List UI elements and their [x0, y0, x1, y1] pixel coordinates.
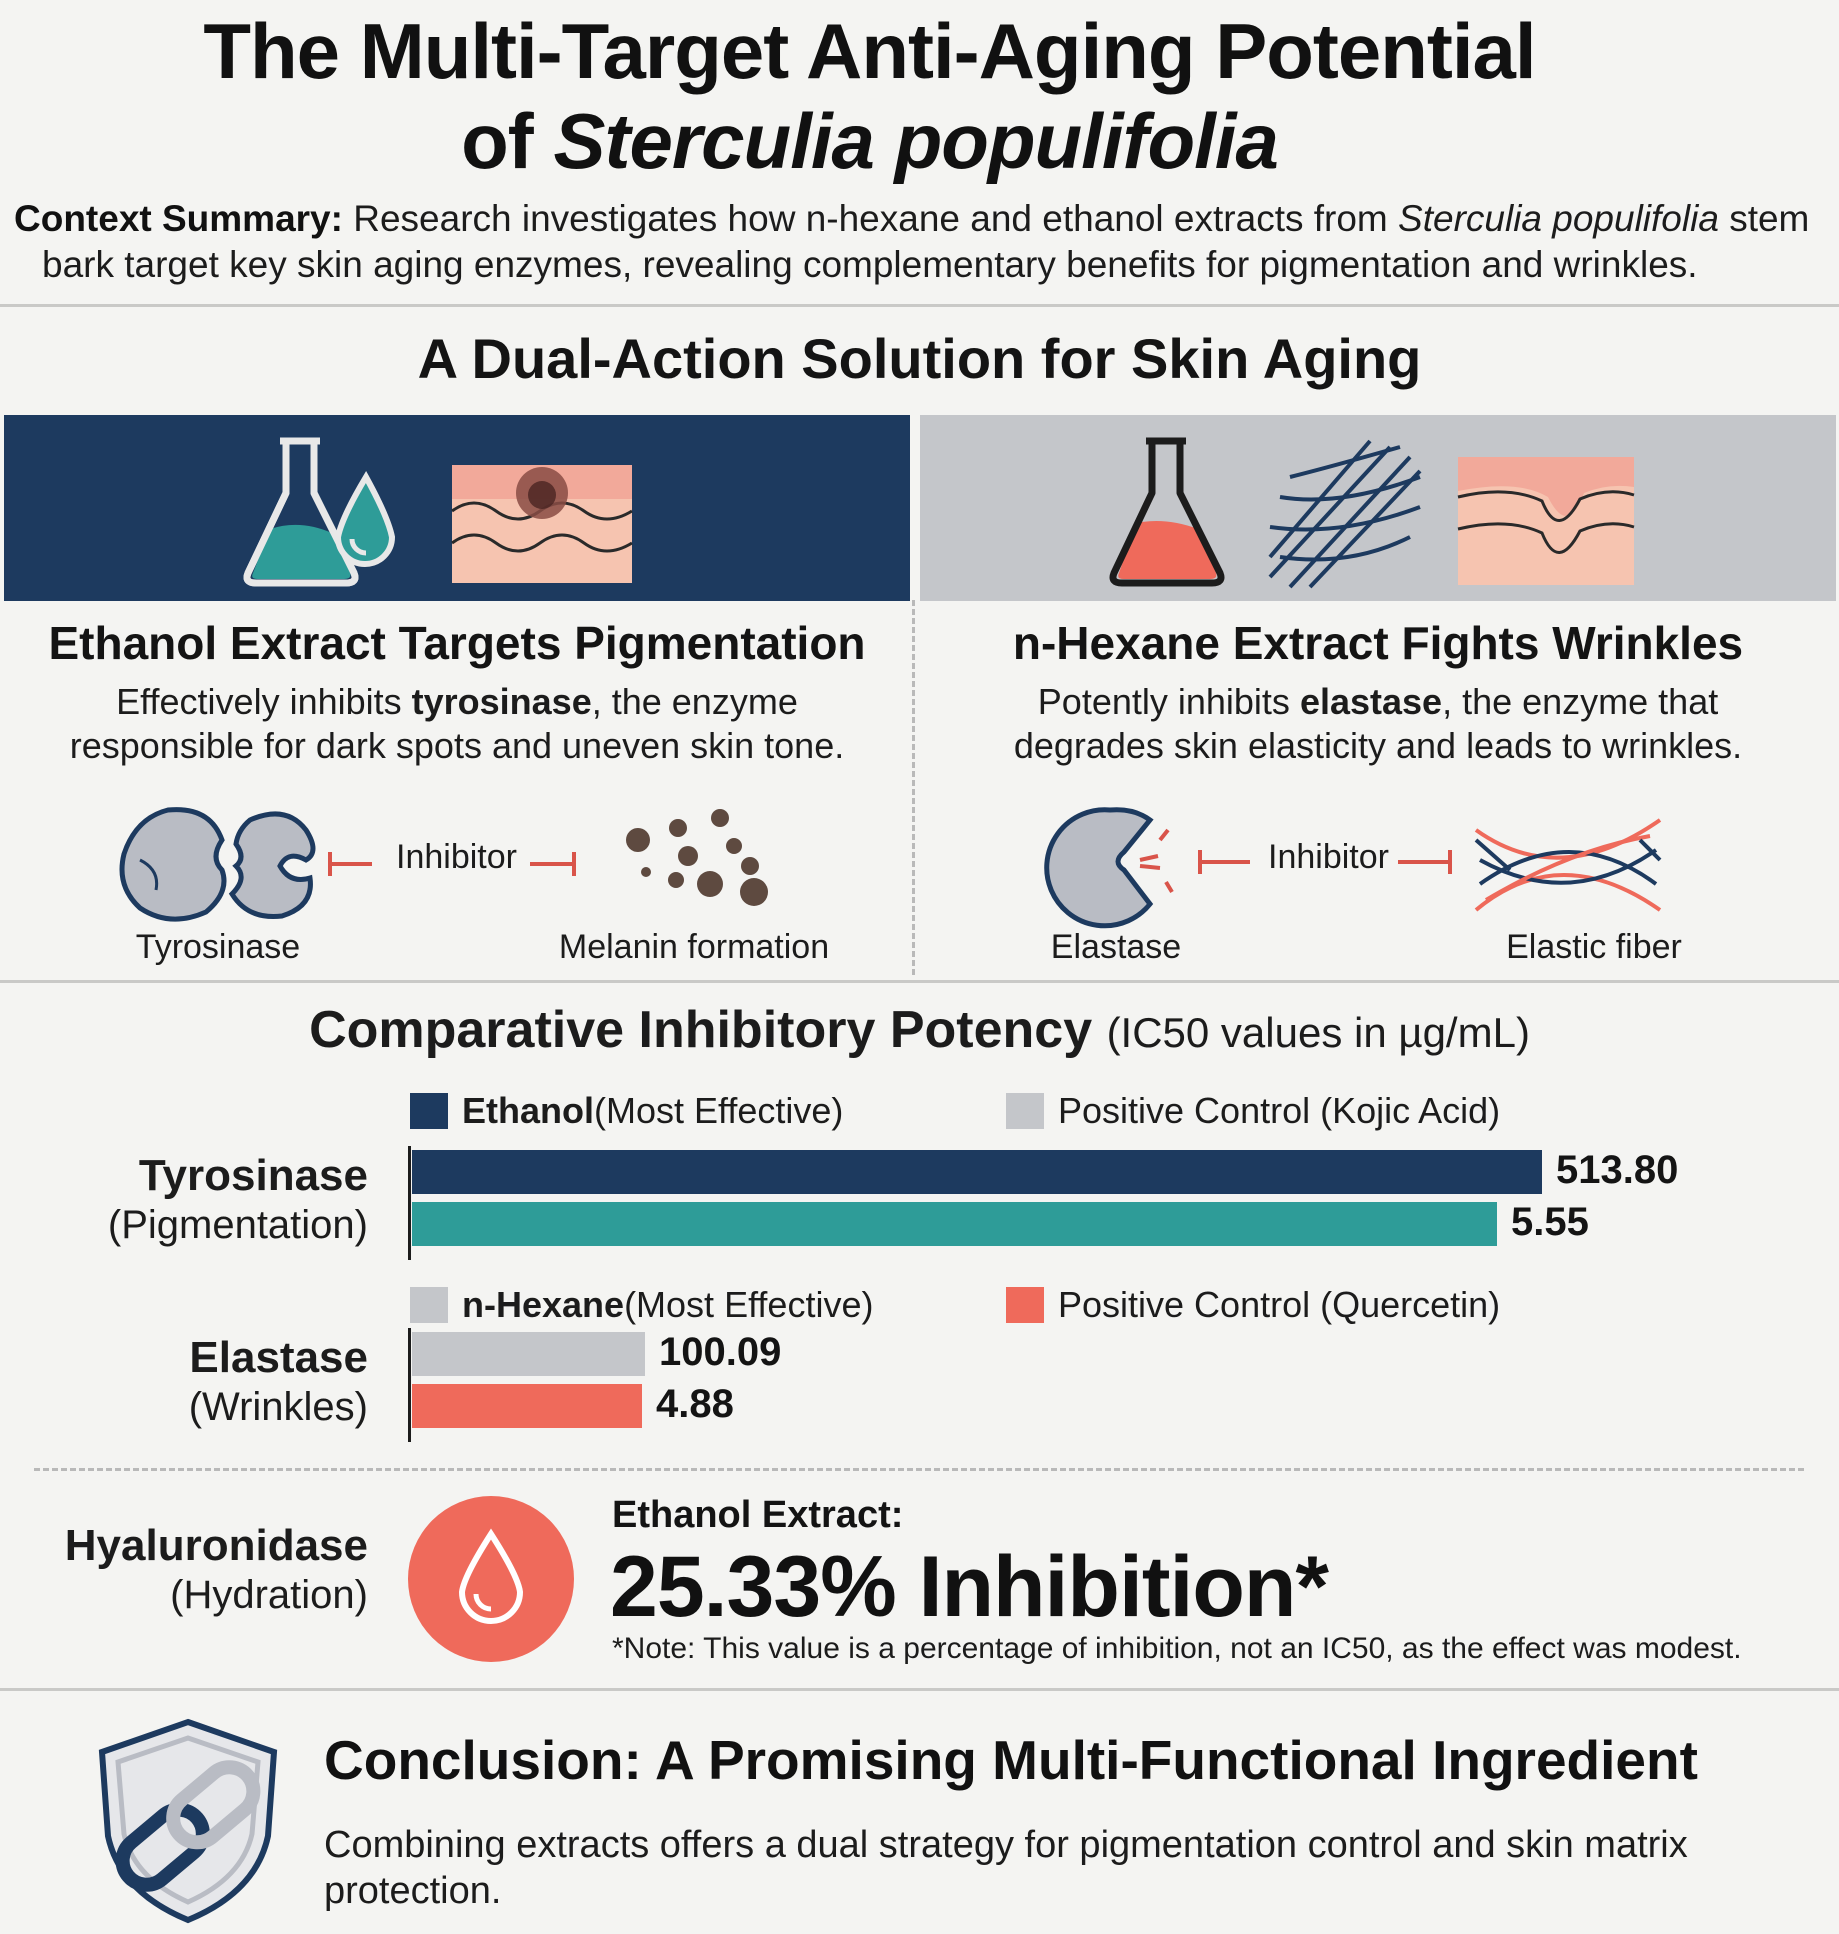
- hexane-description: [920, 680, 1836, 768]
- hyaluronidase-sub: (Hydration): [170, 1573, 368, 1617]
- legend-label: Positive Control (Quercetin): [1058, 1284, 1501, 1325]
- hyaluronidase-name: Hyaluronidase: [64, 1521, 368, 1570]
- divider: [0, 1688, 1839, 1691]
- ethanol-desc-c: responsible for dark spots and uneven skin tone.: [69, 725, 845, 766]
- column-divider: [912, 600, 915, 975]
- tyrosinase-label: Tyrosinase: [135, 928, 301, 966]
- hexane-desc-c: degrades skin elasticity and leads to wrinkles.: [1013, 725, 1743, 766]
- hexane-title: n-Hexane Extract Fights Wrinkles: [1012, 617, 1744, 669]
- divider: [0, 980, 1839, 983]
- group-name: Elastase: [189, 1333, 368, 1382]
- legend-label: (Most Effective): [624, 1284, 874, 1325]
- value-label: 513.80: [1556, 1148, 1679, 1192]
- flask-icon: [1113, 441, 1221, 583]
- hexane-desc-b: , the enzyme that: [1442, 681, 1719, 722]
- value-label: 5.55: [1511, 1200, 1589, 1244]
- title-species: Sterculia populifolia: [553, 97, 1278, 185]
- summary-label: Context Summary:: [14, 198, 343, 239]
- elastase-label: Elastase: [1050, 928, 1182, 966]
- hyaluronidase-note: *Note: This value is a percentage of inhibition, not an IC50, as the effect was modest.: [612, 1632, 1742, 1665]
- legend-label-bold: Ethanol: [462, 1090, 594, 1131]
- dashed-divider: [34, 1468, 1804, 1471]
- summary-text-b: stem: [1729, 198, 1810, 239]
- hyaluronidase-kicker: Ethanol Extract:: [612, 1494, 904, 1536]
- elastase-axis-label: [60, 1334, 368, 1431]
- ethanol-desc-a: Effectively inhibits: [116, 681, 412, 722]
- hexane-desc-a: Potently inhibits: [1037, 681, 1300, 722]
- skin-spot-icon: [452, 465, 632, 583]
- fiber-mesh-icon: [1270, 441, 1420, 587]
- ethanol-banner-art: [4, 415, 910, 601]
- conclusion-text: Combining extracts offers a dual strategy for pigmentation control and skin matrix protection.: [324, 1824, 1688, 1912]
- conclusion-title: Conclusion: A Promising Multi-Functional Ingredient: [324, 1729, 1698, 1791]
- bar-elastase-quercetin: [412, 1384, 642, 1428]
- legend-swatch: [410, 1093, 448, 1129]
- divider: [0, 304, 1839, 307]
- inhibitor-label-right: Inhibitor: [1268, 838, 1389, 876]
- legend-kojic-acid: [1006, 1090, 1500, 1132]
- flask-icon: [247, 441, 355, 583]
- chart-title-main: Comparative Inhibitory Potency: [309, 1001, 1093, 1059]
- axis-line: [408, 1146, 411, 1260]
- tyrosinase-enzyme-icon: [122, 810, 313, 920]
- legend-label-bold: n-Hexane: [462, 1284, 625, 1325]
- legend-swatch: [1006, 1287, 1044, 1323]
- page-title-line-2: [0, 96, 1789, 187]
- hexane-banner: [920, 415, 1836, 601]
- context-summary: [14, 196, 1814, 288]
- shield-link-icon: [88, 1716, 288, 1926]
- axis-line: [408, 1328, 411, 1442]
- ethanol-banner: [4, 415, 910, 601]
- hydration-badge: [408, 1496, 574, 1662]
- chart-title: [0, 1000, 1839, 1060]
- title-prefix: of: [461, 97, 554, 185]
- group-sub: (Wrinkles): [188, 1385, 368, 1429]
- elastic-fiber-label: Elastic fiber: [1506, 928, 1682, 966]
- ethanol-title: Ethanol Extract Targets Pigmentation: [48, 617, 866, 669]
- hyaluronidase-value: 25.33% Inhibition*: [610, 1539, 1328, 1635]
- group-sub: (Pigmentation): [107, 1203, 368, 1247]
- legend-quercetin: [1006, 1284, 1500, 1326]
- water-drop-icon: [408, 1496, 574, 1662]
- summary-text-c: bark target key skin aging enzymes, revealing complementary benefits for pigmentation and wrinkles.: [42, 244, 1698, 285]
- hexane-banner-art: [920, 415, 1836, 601]
- ethanol-description: [4, 680, 910, 768]
- legend-label: Positive Control (Kojic Acid): [1058, 1090, 1501, 1131]
- dual-action-title: A Dual-Action Solution for Skin Aging: [417, 327, 1422, 390]
- melanin-label: Melanin formation: [558, 928, 830, 966]
- skin-wrinkle-icon: [1458, 457, 1634, 585]
- bar-elastase-n-hexane: [412, 1332, 645, 1376]
- bar-tyrosinase-kojic-acid: [412, 1202, 1497, 1246]
- elastase-enzyme-icon: [1047, 810, 1172, 926]
- hyaluronidase-label: [60, 1522, 368, 1619]
- legend-swatch: [410, 1287, 448, 1323]
- value-label: 4.88: [656, 1382, 734, 1426]
- droplet-icon: [338, 477, 392, 564]
- group-name: Tyrosinase: [138, 1151, 368, 1200]
- inhibitor-label-left: Inhibitor: [396, 838, 517, 876]
- value-label: 100.09: [659, 1330, 782, 1374]
- chart-title-unit: (IC50 values in µg/mL): [1106, 1009, 1530, 1056]
- legend-ethanol: [410, 1090, 843, 1132]
- hexane-desc-enzyme: elastase: [1299, 681, 1443, 722]
- melanin-dots-icon: [626, 809, 768, 906]
- elastic-fiber-icon: [1476, 820, 1660, 910]
- ethanol-desc-enzyme: tyrosinase: [411, 681, 592, 722]
- legend-n-hexane: [410, 1284, 873, 1326]
- summary-text-a: Research investigates how n-hexane and ethanol extracts from: [353, 198, 1388, 239]
- page-title-line-1: The Multi-Target Anti-Aging Potential: [203, 7, 1536, 95]
- bar-tyrosinase-ethanol: [412, 1150, 1542, 1194]
- legend-swatch: [1006, 1093, 1044, 1129]
- legend-label: (Most Effective): [594, 1090, 844, 1131]
- ethanol-desc-b: , the enzyme: [591, 681, 798, 722]
- tyrosinase-axis-label: [60, 1152, 368, 1249]
- summary-species: Sterculia populifolia: [1398, 198, 1719, 239]
